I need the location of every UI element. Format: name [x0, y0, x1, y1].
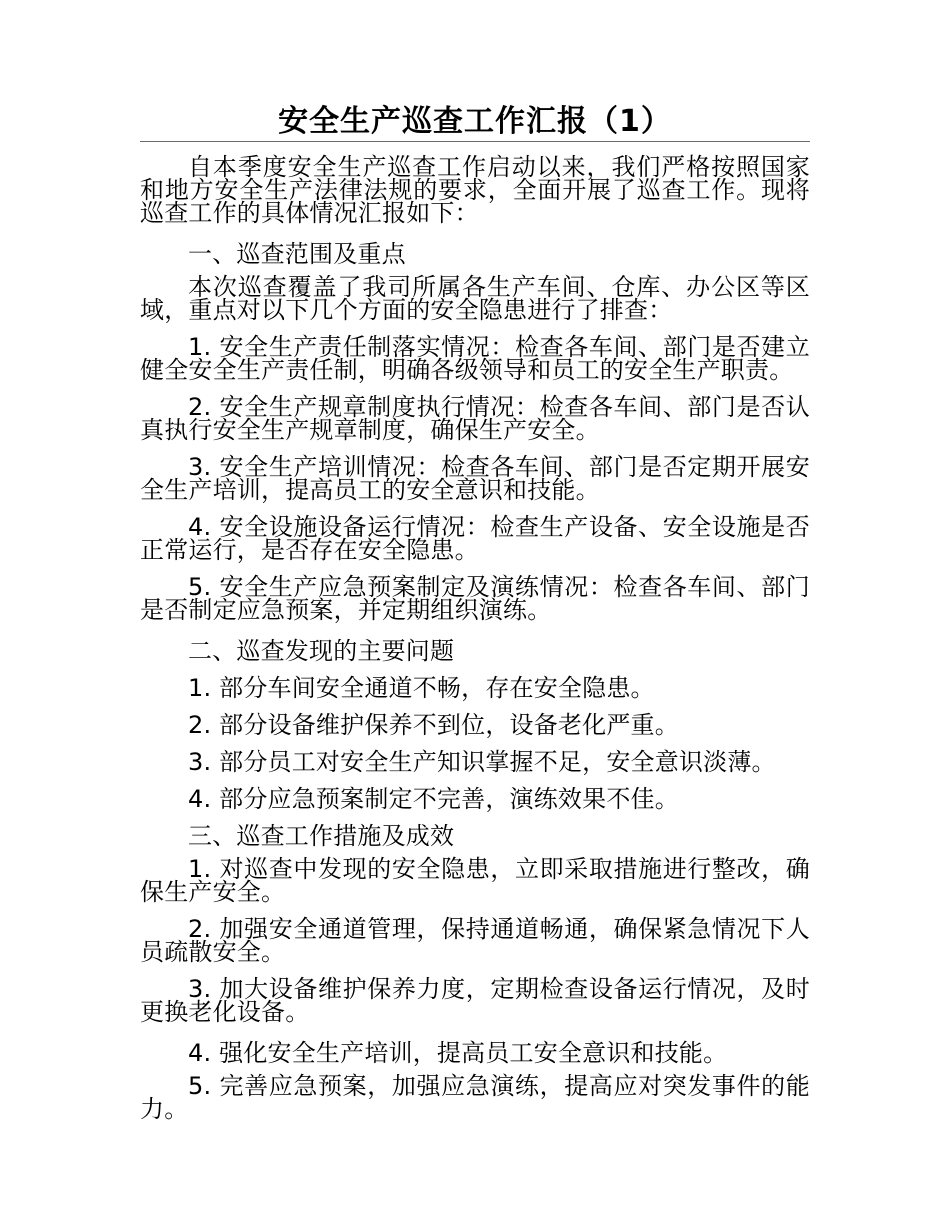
problem-item: 4. 部分应急预案制定不完善，演练效果不佳。	[188, 785, 679, 813]
measure-item: 3. 加大设备维护保养力度，定期检查设备运行情况，及时更换老化设备。	[140, 975, 810, 1026]
document-page	[140, 104, 810, 1135]
measure-item: 1. 对巡查中发现的安全隐患，立即采取措施进行整改，确保生产安全。	[140, 855, 810, 906]
scope-paragraph: 本次巡查覆盖了我司所属各生产车间、仓库、办公区等区域，重点对以下几个方面的安全隐患进行了排查：	[140, 273, 810, 324]
measure-item: 2. 加强安全通道管理，保持通道畅通，确保紧急情况下人员疏散安全。	[140, 915, 810, 966]
intro-paragraph: 自本季度安全生产巡查工作启动以来，我们严格按照国家和地方安全生产法律法规的要求，全面开展了巡查工作。现将巡查工作的具体情况汇报如下：	[140, 153, 810, 227]
scope-item: 1. 安全生产责任制落实情况：检查各车间、部门是否建立健全安全生产责任制，明确各级领导和员工的安全生产职责。	[140, 333, 810, 384]
document-title: 安全生产巡查工作汇报（1）	[278, 104, 672, 139]
title-underline	[140, 141, 810, 142]
problem-item: 3. 部分员工对安全生产知识掌握不足，安全意识淡薄。	[188, 748, 776, 776]
section-heading-scope: 一、巡查范围及重点	[188, 240, 406, 268]
problem-item: 2. 部分设备维护保养不到位，设备老化严重。	[188, 711, 679, 739]
section-heading-problems: 二、巡查发现的主要问题	[188, 637, 455, 665]
scope-item: 3. 安全生产培训情况：检查各车间、部门是否定期开展安全生产培训，提高员工的安全意识和技能。	[140, 453, 810, 504]
scope-item: 2. 安全生产规章制度执行情况：检查各车间、部门是否认真执行安全生产规章制度，确保生产安全。	[140, 393, 810, 444]
measure-item: 4. 强化安全生产培训，提高员工安全意识和技能。	[188, 1039, 728, 1067]
scope-item: 4. 安全设施设备运行情况：检查生产设备、安全设施是否正常运行，是否存在安全隐患。	[140, 513, 810, 564]
section-heading-measures: 三、巡查工作措施及成效	[188, 822, 455, 850]
measure-item: 5. 完善应急预案，加强应急演练，提高应对突发事件的能力。	[140, 1072, 810, 1123]
scope-item: 5. 安全生产应急预案制定及演练情况：检查各车间、部门是否制定应急预案，并定期组织演练。	[140, 573, 810, 624]
problem-item: 1. 部分车间安全通道不畅，存在安全隐患。	[188, 674, 655, 702]
